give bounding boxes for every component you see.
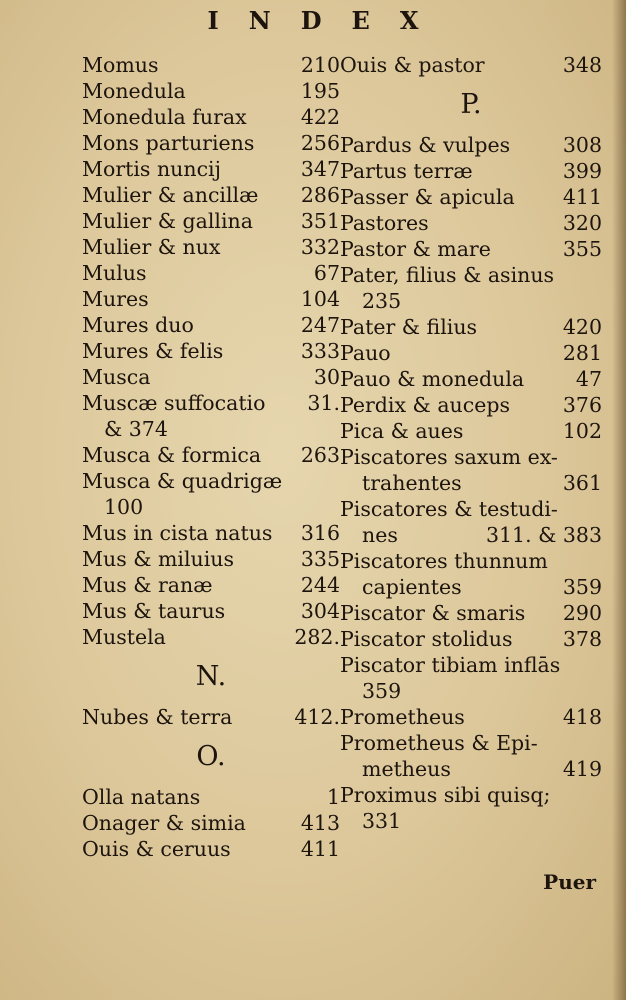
index-entry-continuation (340, 678, 602, 704)
entry-page-number: 31. (307, 391, 340, 415)
entry-term: Pauo & monedula (340, 367, 525, 391)
index-entry (82, 442, 340, 468)
entry-page-number: 355 (562, 237, 602, 261)
index-entry (340, 418, 602, 444)
index-entry (340, 626, 602, 652)
entry-page-number: 418 (562, 705, 602, 729)
index-entry (82, 130, 340, 156)
entry-term: Monedula furax (82, 105, 247, 129)
entry-page-number: 399 (562, 159, 602, 183)
entry-term: Pica & aues (340, 419, 464, 443)
index-entry (340, 184, 602, 210)
entry-term: Mus in cista natus (82, 521, 273, 545)
entry-term: Musca & formica (82, 443, 262, 467)
index-entry (82, 598, 340, 624)
entry-page-number: 351 (300, 209, 340, 233)
entry-term: Proximus sibi quisq; (340, 783, 551, 807)
entry-term: Nubes & terra (82, 705, 233, 729)
entry-term: Pardus & vulpes (340, 133, 511, 157)
entry-page-number: 281 (562, 341, 602, 365)
entry-term: Piscatores thunnum (340, 549, 548, 573)
entry-page-number: 420 (562, 315, 602, 339)
entry-term: Mus & ranæ (82, 573, 213, 597)
entry-page-number: 411 (562, 185, 602, 209)
index-entry (82, 208, 340, 234)
entry-term: Piscator tibiam inflās (340, 653, 561, 677)
index-entry (82, 156, 340, 182)
entry-term: nes (362, 523, 398, 547)
entry-page-number: 247 (300, 313, 340, 337)
entry-term: Mus & miluius (82, 547, 235, 571)
index-entry (82, 468, 340, 494)
index-entry (82, 78, 340, 104)
entry-term: Partus terræ (340, 159, 473, 183)
index-column-right (340, 52, 602, 834)
section-letter-heading: P. (460, 89, 482, 120)
index-entry (340, 366, 602, 392)
index-entry (340, 782, 602, 808)
entry-term: Pastores (340, 211, 429, 235)
index-entry-continuation (340, 470, 602, 496)
entry-page-number: 378 (562, 627, 602, 651)
entry-term: Mus & taurus (82, 599, 226, 623)
entry-term: Piscatores saxum ex- (340, 445, 558, 469)
entry-page-number: 286 (300, 183, 340, 207)
index-entry (82, 312, 340, 338)
index-entry (340, 392, 602, 418)
index-entry (340, 496, 602, 522)
index-entry (340, 652, 602, 678)
index-entry (340, 444, 602, 470)
entry-page-number: 311. & 383 (485, 523, 602, 547)
entry-page-number: 413 (300, 811, 340, 835)
index-entry-continuation (340, 808, 602, 834)
entry-page-number: 335 (300, 547, 340, 571)
entry-term: Mons parturiens (82, 131, 255, 155)
index-entry (340, 730, 602, 756)
entry-term: Pater, filius & asinus (340, 263, 555, 287)
entry-page-number: 104 (300, 287, 340, 311)
entry-page-number: 210 (300, 53, 340, 77)
entry-term: Ouis & pastor (340, 53, 485, 77)
entry-term: Mures & felis (82, 339, 224, 363)
entry-term: Mortis nuncij (82, 157, 221, 181)
entry-term: Mustela (82, 625, 166, 649)
entry-page-number: 304 (300, 599, 340, 623)
index-entry (82, 52, 340, 78)
entry-page-number: 348 (562, 53, 602, 77)
index-entry (82, 338, 340, 364)
entry-page-number: 361 (562, 471, 602, 495)
index-entry (340, 158, 602, 184)
entry-term: Mulier & nux (82, 235, 221, 259)
entry-page-number: 30 (313, 365, 340, 389)
entry-term: Passer & apicula (340, 185, 515, 209)
entry-term: Musca & quadrigæ (82, 469, 283, 493)
page-header: INDEX (207, 6, 449, 35)
entry-term: 331 (362, 809, 402, 833)
index-entry (340, 210, 602, 236)
entry-term: Mulier & ancillæ (82, 183, 259, 207)
entry-term: 100 (104, 495, 144, 519)
entry-term: Pastor & mare (340, 237, 491, 261)
index-entry (82, 624, 340, 650)
entry-page-number: 67 (313, 261, 340, 285)
entry-term: Momus (82, 53, 159, 77)
index-column-left (82, 52, 340, 862)
entry-page-number: 359 (562, 575, 602, 599)
entry-term: Piscatores & testudi- (340, 497, 558, 521)
entry-term: Olla natans (82, 785, 201, 809)
entry-term: Monedula (82, 79, 186, 103)
index-entry (82, 836, 340, 862)
entry-term: metheus (362, 757, 451, 781)
entry-page-number: 102 (562, 419, 602, 443)
index-entry (82, 182, 340, 208)
entry-term: Mures (82, 287, 149, 311)
index-entry (340, 52, 602, 78)
index-entry (82, 810, 340, 836)
entry-term: trahentes (362, 471, 462, 495)
entry-term: 235 (362, 289, 402, 313)
index-entry (340, 704, 602, 730)
entry-page-number: 195 (300, 79, 340, 103)
entry-term: capientes (362, 575, 462, 599)
entry-page-number: 376 (562, 393, 602, 417)
index-entry (82, 784, 340, 810)
entry-page-number: 412. (294, 705, 340, 729)
index-entry (340, 236, 602, 262)
index-entry (340, 340, 602, 366)
entry-page-number: 411 (300, 837, 340, 861)
index-entry-continuation (340, 756, 602, 782)
entry-term: Ouis & ceruus (82, 837, 231, 861)
entry-page-number: 422 (300, 105, 340, 129)
entry-page-number: 332 (300, 235, 340, 259)
entry-term: Mulier & gallina (82, 209, 253, 233)
entry-term: Musca (82, 365, 151, 389)
entry-page-number: 263 (300, 443, 340, 467)
index-entry (82, 286, 340, 312)
index-entry (82, 546, 340, 572)
entry-term: Mures duo (82, 313, 194, 337)
entry-term: 359 (362, 679, 402, 703)
index-entry-continuation (82, 494, 340, 520)
catchword: Puer (543, 870, 596, 894)
entry-term: Piscator stolidus (340, 627, 513, 651)
entry-page-number: 419 (562, 757, 602, 781)
index-entry-continuation (340, 522, 602, 548)
entry-page-number: 290 (562, 601, 602, 625)
entry-page-number: 244 (300, 573, 340, 597)
entry-page-number: 308 (562, 133, 602, 157)
entry-page-number: 256 (300, 131, 340, 155)
entry-page-number: 333 (300, 339, 340, 363)
entry-page-number: 1 (326, 785, 340, 809)
entry-page-number: 347 (300, 157, 340, 181)
index-entry (340, 600, 602, 626)
entry-term: Pater & filius (340, 315, 478, 339)
entry-term: Mulus (82, 261, 147, 285)
entry-page-number: 47 (575, 367, 602, 391)
index-entry-continuation (340, 574, 602, 600)
entry-page-number: 282. (294, 625, 340, 649)
entry-page-number: 316 (300, 521, 340, 545)
index-entry (82, 704, 340, 730)
index-entry (82, 520, 340, 546)
entry-term: Prometheus (340, 705, 465, 729)
entry-term: Piscator & smaris (340, 601, 526, 625)
entry-term: Perdix & auceps (340, 393, 511, 417)
index-entry (82, 390, 340, 416)
section-letter-heading: N. (195, 661, 227, 692)
entry-term: Pauo (340, 341, 391, 365)
index-entry (82, 104, 340, 130)
page-gutter-shadow (612, 0, 626, 1000)
index-entry (82, 364, 340, 390)
section-letter-heading: O. (196, 741, 226, 772)
entry-term: Muscæ suffocatio (82, 391, 266, 415)
index-entry (340, 132, 602, 158)
index-entry (340, 262, 602, 288)
index-entry (82, 260, 340, 286)
entry-page-number: 320 (562, 211, 602, 235)
index-entry (340, 314, 602, 340)
index-entry-continuation (82, 416, 340, 442)
entry-term: Prometheus & Epi- (340, 731, 538, 755)
index-entry (82, 234, 340, 260)
index-entry-continuation (340, 288, 602, 314)
index-entry (340, 548, 602, 574)
entry-term: Onager & simia (82, 811, 246, 835)
index-entry (82, 572, 340, 598)
entry-term: & 374 (104, 417, 168, 441)
